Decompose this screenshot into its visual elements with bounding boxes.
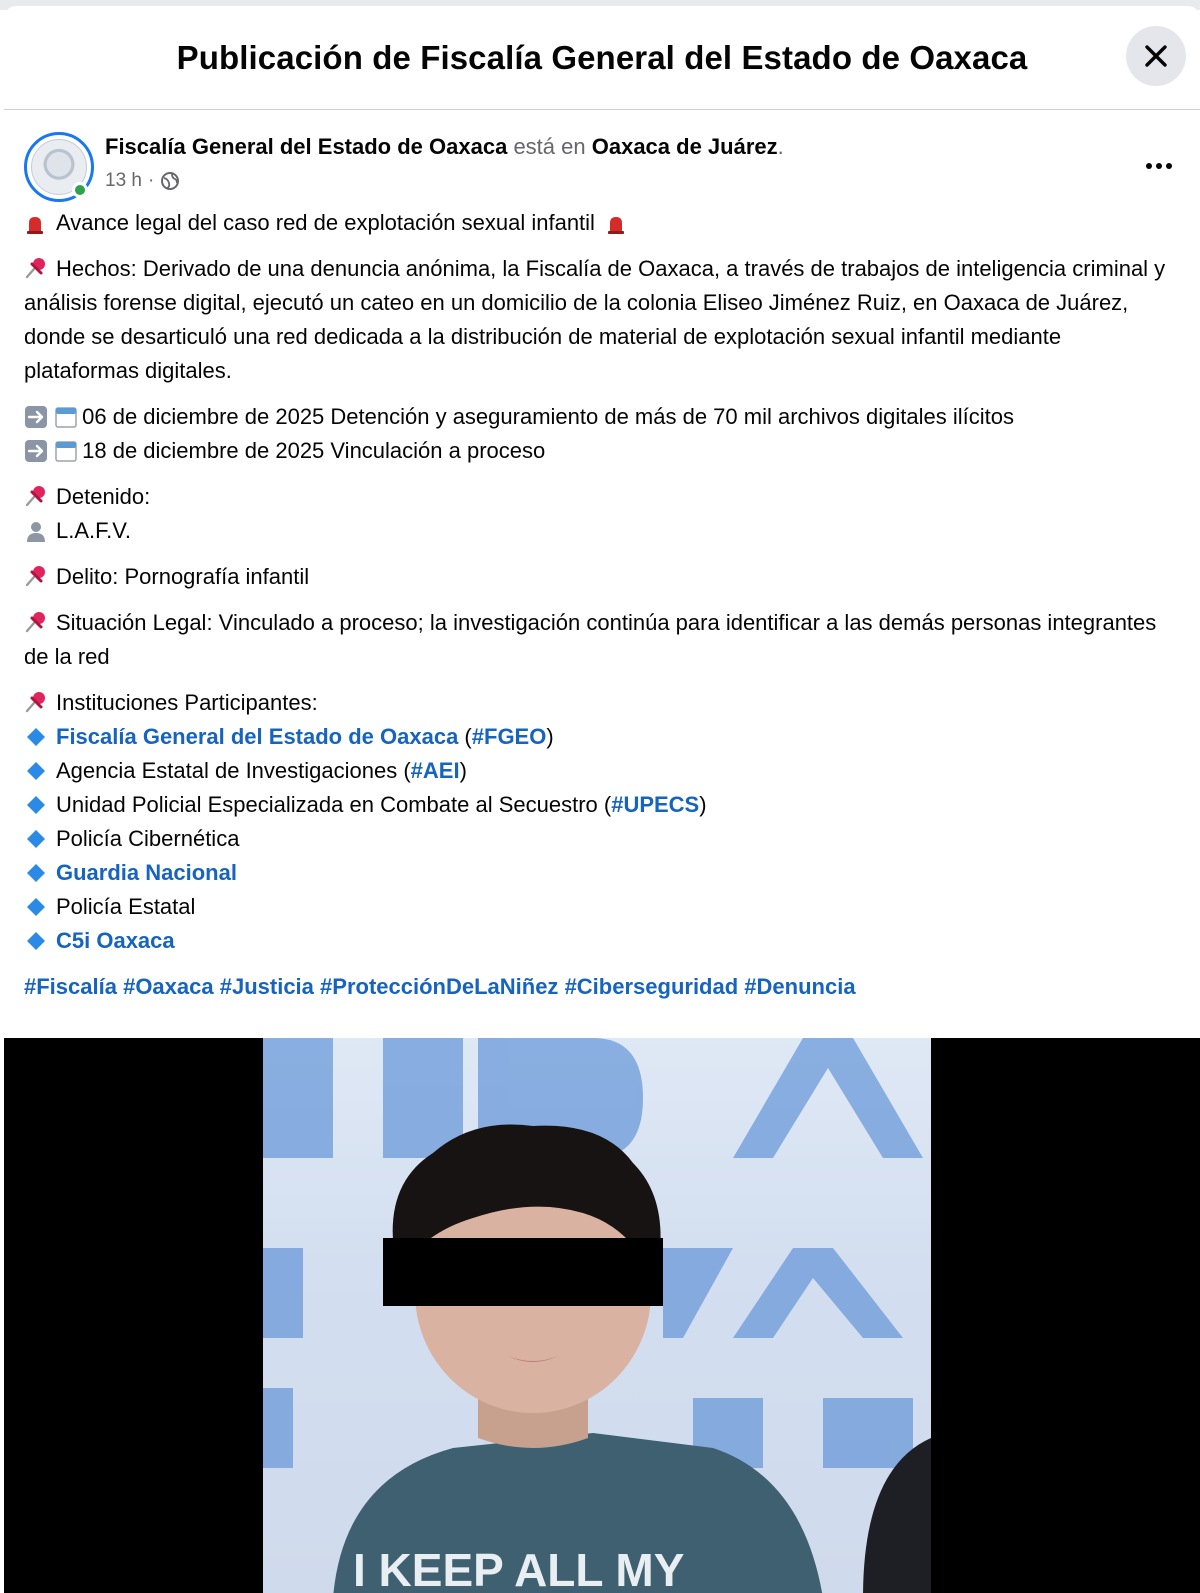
pushpin-icon — [24, 565, 48, 587]
post-media — [4, 1038, 1200, 1593]
post-body — [4, 206, 1200, 1004]
close-icon — [1143, 43, 1169, 69]
hashtag-link[interactable]: #Oaxaca — [123, 974, 214, 999]
blue-diamond-icon — [24, 896, 48, 918]
hashtag-aei-link[interactable]: #AEI — [410, 758, 460, 783]
situacion-text: Situación Legal: Vinculado a proceso; la investigación continúa para identificar a las demás personas integrantes de la red — [24, 610, 1157, 669]
calendar-icon — [54, 405, 78, 429]
delito-line — [24, 560, 1180, 594]
person-silhouette-icon — [24, 519, 48, 543]
modal-title: Publicación de Fiscalía General del Estado de Oaxaca — [176, 38, 1028, 76]
post-heading: Avance legal del caso red de explotación sexual infantil — [56, 210, 595, 235]
timeline-item-1 — [24, 400, 1180, 434]
post-heading-line — [24, 206, 1180, 240]
post-header — [4, 110, 1200, 206]
institution-item: Fiscalía General del Estado de Oaxaca (#FGEO) — [24, 720, 1180, 754]
author-line — [105, 134, 784, 160]
institution-item: Agencia Estatal de Investigaciones (#AEI) — [24, 754, 1180, 788]
instituciones-label-line — [24, 686, 1180, 720]
modal-header — [4, 6, 1200, 110]
hechos-text: Hechos: Derivado de una denuncia anónima, la Fiscalía de Oaxaca, a través de trabajos de inteligencia criminal y análisis forense digital, ejecutó un cateo en un domicilio de la colonia Eliseo Jiménez Ruiz, en Oaxaca de Juárez, donde se desarticuló una red dedicada a la distribución de material de explotación sexual infantil mediante plataformas digitales. — [24, 256, 1166, 383]
blue-diamond-icon — [24, 726, 48, 748]
post-photo[interactable] — [263, 1038, 931, 1593]
pushpin-icon — [24, 611, 48, 633]
hashtag-link[interactable]: #Justicia — [219, 974, 314, 999]
globe-icon — [160, 171, 180, 191]
institution-item: Policía Estatal — [24, 890, 1180, 924]
c5i-oaxaca-link[interactable]: C5i Oaxaca — [56, 928, 175, 953]
shirt-text: I KEEP ALL MY — [353, 1544, 685, 1593]
hashtag-link[interactable]: #Fiscalía — [24, 974, 117, 999]
timeline-text: 18 de diciembre de 2025 Vinculación a proceso — [82, 438, 546, 463]
delito-text: Delito: Pornografía infantil — [56, 564, 310, 589]
siren-icon — [605, 213, 627, 235]
instituciones-block — [24, 686, 1180, 958]
timeline-text: 06 de diciembre de 2025 Detención y aseguramiento de más de 70 mil archivos digitales ilícitos — [82, 404, 1014, 429]
timeline-list — [24, 400, 1180, 468]
institution-item: Unidad Policial Especializada en Combate al Secuestro (#UPECS) — [24, 788, 1180, 822]
hashtag-link[interactable]: #Denuncia — [744, 974, 856, 999]
post-time[interactable]: 13 h — [105, 170, 142, 191]
institution-item: Policía Cibernética — [24, 822, 1180, 856]
location-link[interactable]: Oaxaca de Juárez — [591, 134, 778, 159]
detenido-label: Detenido: — [56, 484, 151, 509]
pushpin-icon — [24, 257, 48, 279]
more-options-button[interactable] — [1136, 146, 1182, 186]
pushpin-icon — [24, 485, 48, 507]
guardia-nacional-link[interactable]: Guardia Nacional — [56, 860, 237, 885]
institution-item — [24, 924, 1180, 958]
right-arrow-icon — [24, 405, 48, 429]
online-status-icon — [72, 182, 88, 198]
siren-icon — [24, 213, 46, 235]
hashtag-link[interactable]: #ProtecciónDeLaNiñez — [320, 974, 559, 999]
author-name-link[interactable]: Fiscalía General del Estado de Oaxaca — [105, 134, 508, 159]
close-button[interactable] — [1126, 26, 1186, 86]
right-arrow-icon — [24, 439, 48, 463]
detenido-name-line — [24, 514, 1180, 548]
hechos-paragraph — [24, 252, 1180, 388]
detenido-label-line — [24, 480, 1180, 514]
hashtag-upecs-link[interactable]: #UPECS — [611, 792, 700, 817]
fiscalia-link[interactable]: Fiscalía General del Estado de Oaxaca — [56, 724, 459, 749]
situacion-paragraph — [24, 606, 1180, 674]
blue-diamond-icon — [24, 760, 48, 782]
blue-diamond-icon — [24, 930, 48, 952]
pushpin-icon — [24, 691, 48, 713]
institution-item — [24, 856, 1180, 890]
hashtag-fgeo-link[interactable]: #FGEO — [471, 724, 547, 749]
instituciones-label: Instituciones Participantes: — [56, 690, 318, 715]
post-modal — [4, 6, 1200, 1593]
detenido-name: L.A.F.V. — [56, 518, 132, 543]
hashtags-line — [24, 970, 1180, 1004]
blue-diamond-icon — [24, 794, 48, 816]
meta-separator: · — [147, 170, 155, 191]
post-meta — [105, 170, 180, 192]
photo-illustration — [263, 1038, 931, 1593]
blue-diamond-icon — [24, 862, 48, 884]
more-options-icon — [1146, 163, 1152, 169]
location-suffix: . — [777, 134, 784, 159]
blue-diamond-icon — [24, 828, 48, 850]
hashtag-link[interactable]: #Ciberseguridad — [564, 974, 739, 999]
timeline-item-2 — [24, 434, 1180, 468]
is-in-text: está en — [513, 134, 586, 159]
detenido-block — [24, 480, 1180, 548]
calendar-icon — [54, 439, 78, 463]
